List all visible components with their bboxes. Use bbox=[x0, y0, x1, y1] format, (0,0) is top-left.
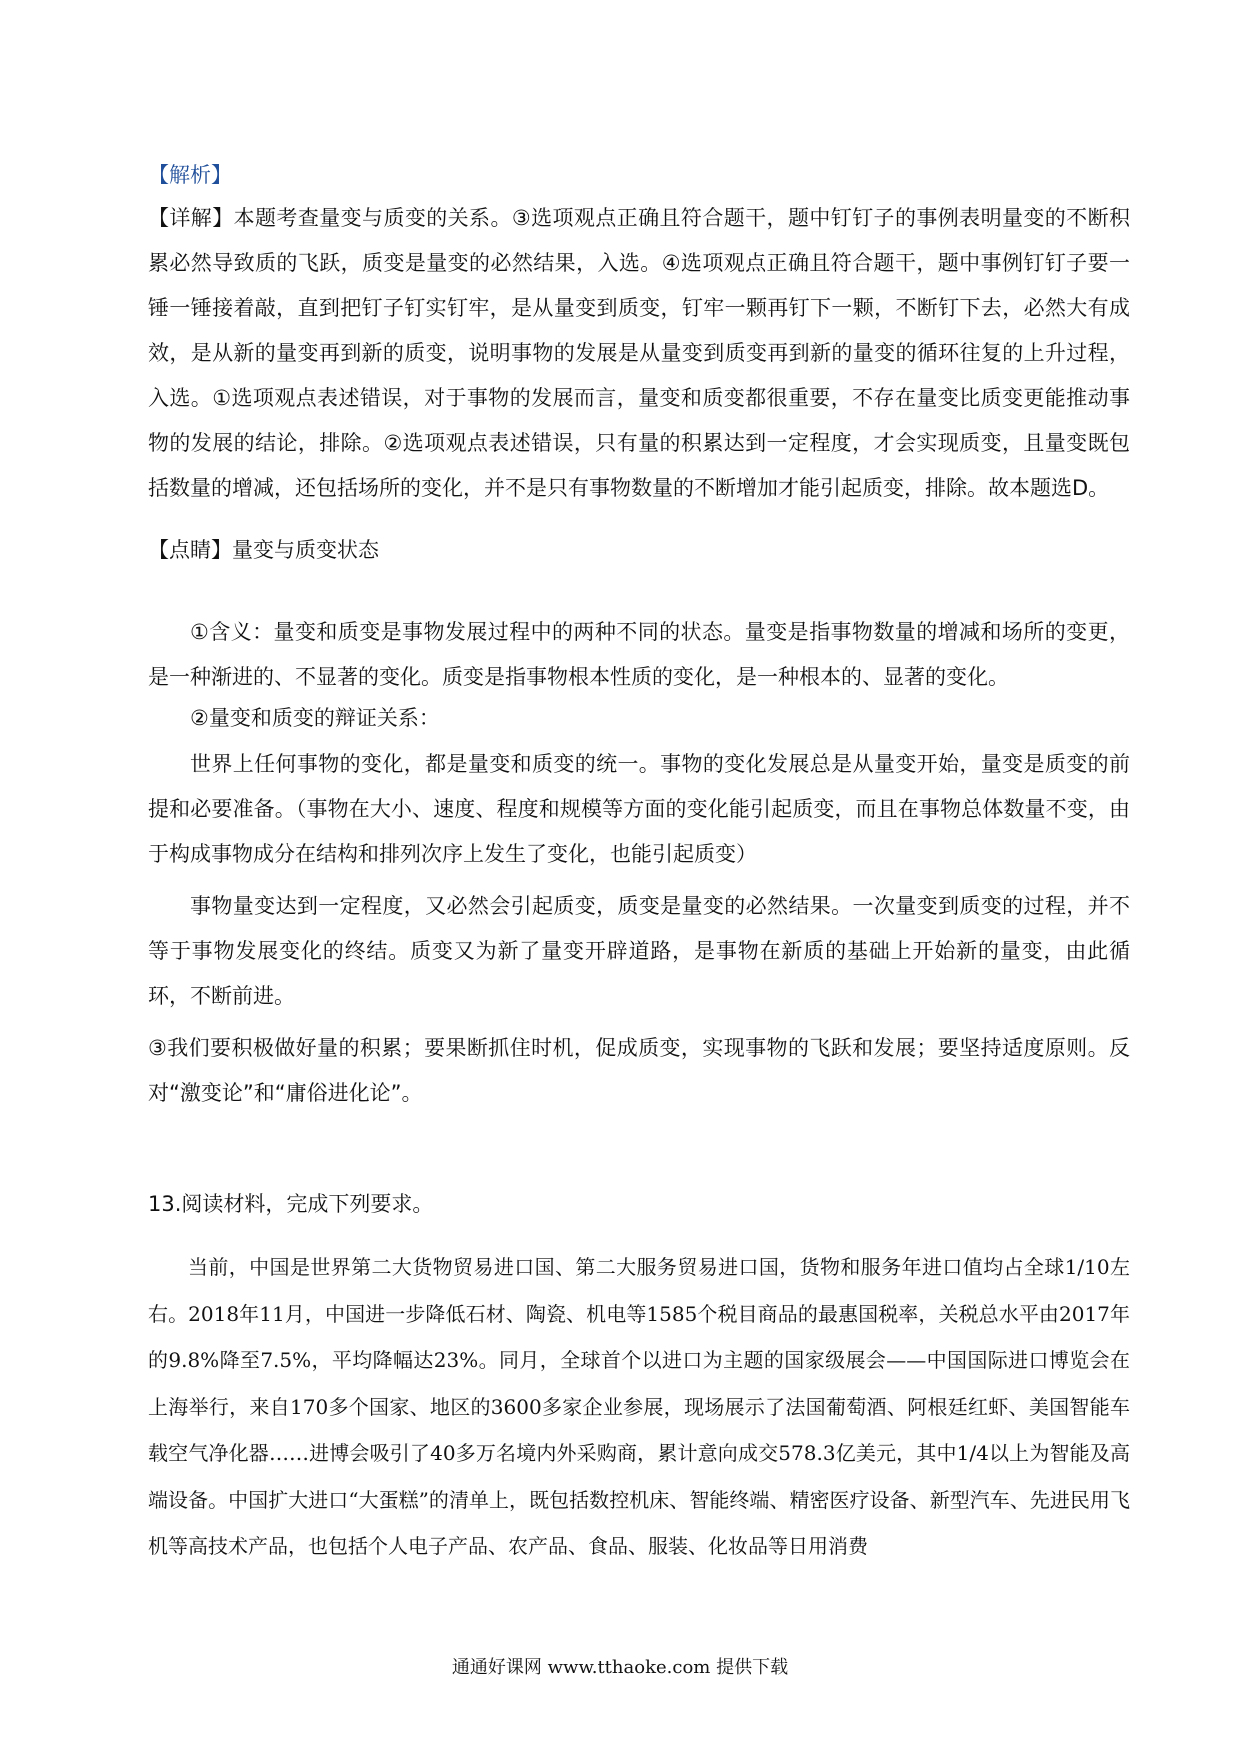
tip-point-relation-2: 事物量变达到一定程度，又必然会引起质变，质变是量变的必然结果。一次量变到质变的过程，并不等于事物发展变化的终结。质变又为新了量变开辟道路，是事物在新质的基础上开始新的量变，由此循环，不断前进。 bbox=[148, 894, 1130, 1008]
page-footer: 通通好课网 www.tthaoke.com 提供下载 bbox=[451, 1657, 789, 1678]
question-title: 13.阅读材料，完成下列要求。 bbox=[148, 1192, 434, 1216]
question-material: 当前，中国是世界第二大货物贸易进口国、第二大服务贸易进口国，货物和服务年进口值均占全球1/10左右。2018年11月，中国进一步降低石材、陶瓷、机电等1585个税目商品的最惠国税率，关税总水平由2017年的9.8%降至7.5%，平均降幅达23%。同月，全球首个以进口为主题的国家级展会——中国国际进口博览会在上海举行，来自170多个国家、地区的3600多家企业参展，现场展示了法国葡萄酒、阿根廷红虾、美国智能车载空气净化器……进博会吸引了40多万名境内外采购商，累计意向成交578.3亿美元，其中1/4以上为智能及高端设备。中国扩大进口“大蛋糕”的清单上，既包括数控机床、智能终端、精密医疗设备、新型汽车、先进民用飞机等高技术产品，也包括个人电子产品、农产品、食品、服装、化妆品等日用消费 bbox=[148, 1255, 1130, 1558]
tip-point-meaning: ①含义：量变和质变是事物发展过程中的两种不同的状态。量变是指事物数量的增减和场所的变更，是一种渐进的、不显著的变化。质变是指事物根本性质的变化，是一种根本的、显著的变化。 bbox=[148, 620, 1130, 689]
analysis-detail: 【详解】本题考查量变与质变的关系。③选项观点正确且符合题干，题中钉钉子的事例表明量变的不断积累必然导致质的飞跃，质变是量变的必然结果，入选。④选项观点正确且符合题干，题中事例钉钉子要一锤一锤接着敲，直到把钉子钉实钉牢，是从量变到质变，钉牢一颗再钉下一颗，不断钉下去，必然大有成效，是从新的量变再到新的质变，说明事物的发展是从量变到质变再到新的量变的循环往复的上升过程，入选。①选项观点表述错误，对于事物的发展而言，量变和质变都很重要，不存在量变比质变更能推动事物的发展的结论，排除。②选项观点表述错误，只有量的积累达到一定程度，才会实现质变，且量变既包括数量的增减，还包括场所的变化，并不是只有事物数量的不断增加才能引起质变，排除。故本题选D。 bbox=[148, 206, 1130, 500]
analysis-heading: 【解析】 bbox=[148, 163, 232, 187]
tip-point-method: ③我们要积极做好量的积累；要果断抓住时机，促成质变，实现事物的飞跃和发展；要坚持适度原则。反对“激变论”和“庸俗进化论”。 bbox=[148, 1036, 1130, 1105]
tip-point-relation-title: ②量变和质变的辩证关系： bbox=[190, 706, 440, 730]
tip-point-relation-1: 世界上任何事物的变化，都是量变和质变的统一。事物的变化发展总是从量变开始，量变是质变的前提和必要准备。（事物在大小、速度、程度和规模等方面的变化能引起质变，而且在事物总体数量不变，由于构成事物成分在结构和排列次序上发生了变化，也能引起质变） bbox=[148, 752, 1130, 866]
tip-title: 【点睛】量变与质变状态 bbox=[148, 538, 379, 562]
